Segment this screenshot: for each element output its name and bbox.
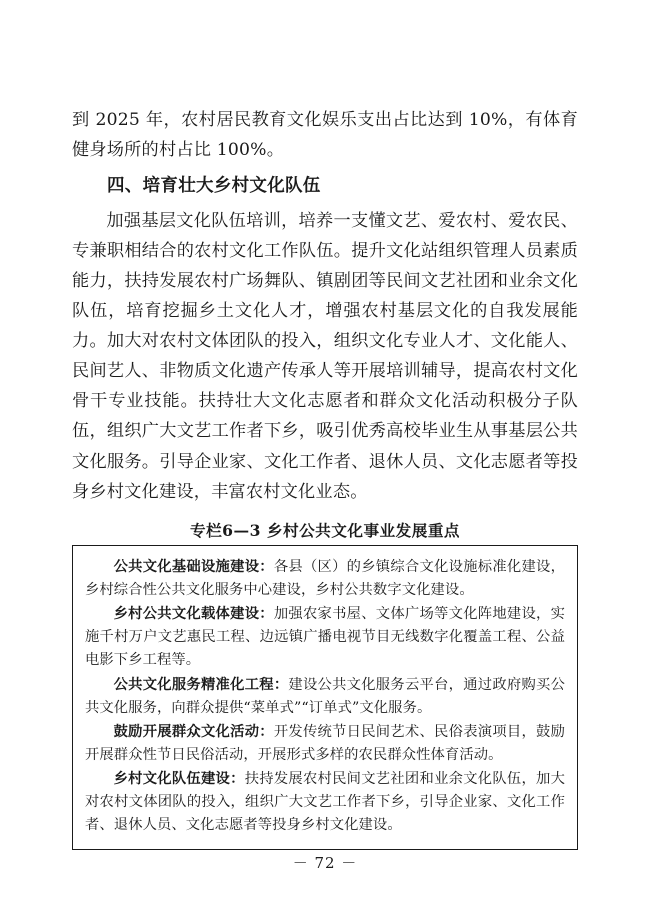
paragraph-target-2025: 到 2025 年，农村居民教育文化娱乐支出占比达到 10%，有体育健身场所的村占比 100%。 <box>72 110 578 161</box>
page-number: － 72 － <box>292 854 358 872</box>
callout-item-label: 公共文化基础设施建设： <box>113 558 274 575</box>
callout-item <box>85 603 565 672</box>
callout-item <box>85 556 565 602</box>
callout-item-label: 鼓励开展群众文化活动： <box>113 723 274 740</box>
callout-item-text: 开发传统节日民间艺术、民俗表演项目，鼓励开展群众性节日民俗活动，开展形式多样的农民群众性体育活动。 <box>85 723 565 763</box>
callout-item <box>85 768 565 837</box>
callout-item-text: 建设公共文化服务云平台，通过政府购买公共文化服务，向群众提供“菜单式”“订单式”文化服务。 <box>85 676 566 716</box>
callout-item <box>85 674 565 720</box>
callout-item-text: 各县（区）的乡镇综合文化设施标准化建设，乡村综合性公共文化服务中心建设，乡村公共数字文化建设。 <box>85 558 565 598</box>
callout-item-text: 加强农家书屋、文体广场等文化阵地建设，实施千村万户文艺惠民工程、边远镇广播电视节目无线数字化覆盖工程、公益电影下乡工程等。 <box>85 606 565 669</box>
callout-box <box>72 545 578 850</box>
paragraph-body: 加强基层文化队伍培训，培养一支懂文艺、爱农村、爱农民、专兼职相结合的农村文化工作队伍。提升文化站组织管理人员素质能力，扶持发展农村广场舞队、镇剧团等民间文艺社团和业余文化队伍，培育挖掘乡土文化人才，增强农村基层文化的自我发展能力。加大对农村文体团队的投入，组织文化专业人才、文化能人、民间艺人、非物质文化遗产传承人等开展培训辅导，提高农村文化骨干专业技能。扶持壮大文化志愿者和群众文化活动积极分子队伍，组织广大文艺工作者下乡，吸引优秀高校毕业生从事基层公共文化服务。引导企业家、文化工作者、退休人员、文化志愿者等投身乡村文化建设，丰富农村文化业态。 <box>72 210 578 502</box>
page-footer <box>0 852 650 873</box>
callout-item-label: 乡村公共文化载体建设： <box>113 606 274 623</box>
callout-item <box>85 721 565 767</box>
section-heading: 四、培育壮大乡村文化队伍 <box>107 176 321 197</box>
callout-item-text: 扶持发展农村民间文艺社团和业余文化队伍，加大对农村文体团队的投入，组织广大文艺工作者下乡，引导企业家、文化工作者、退休人员、文化志愿者等投身乡村文化建设。 <box>85 771 565 834</box>
callout-title: 专栏6—3 乡村公共文化事业发展重点 <box>189 520 461 540</box>
callout-item-label: 乡村文化队伍建设： <box>113 771 245 788</box>
callout-item-label: 公共文化服务精准化工程： <box>113 676 289 693</box>
